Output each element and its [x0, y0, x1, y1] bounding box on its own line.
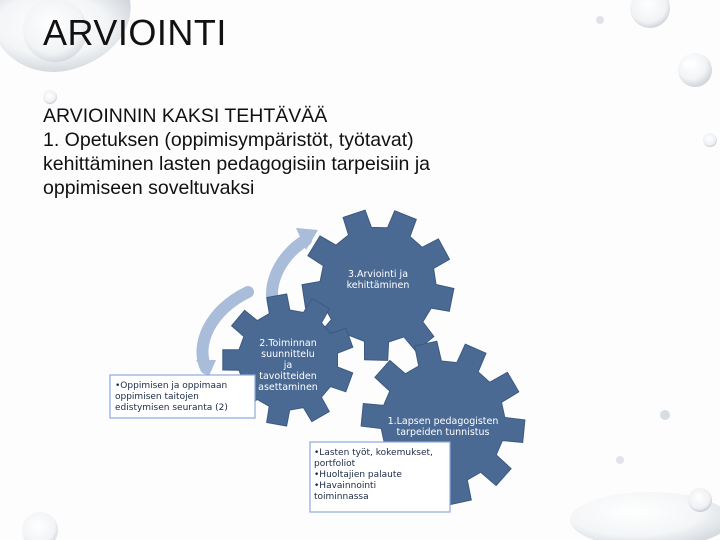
- gear-1-label: 1.Lapsen pedagogisten: [387, 416, 499, 427]
- gear-3-label: 3.Arviointi ja: [347, 269, 409, 280]
- box-bottom-text: toiminnassa: [314, 492, 369, 502]
- body-heading: ARVIOINNIN KAKSI TEHTÄVÄÄ: [43, 105, 328, 127]
- gear-3-label: kehittäminen: [346, 280, 410, 291]
- body-line-2: kehittäminen lasten pedagogisiin tarpeisiin ja: [43, 153, 430, 175]
- gear-1-label: tarpeiden tunnistus: [396, 427, 490, 438]
- box-bottom-text: •Huoltajien palaute: [314, 470, 402, 480]
- box-left-text: edistymisen seuranta (2): [115, 403, 228, 413]
- box-bottom-text: •Havainnointi: [314, 481, 377, 491]
- gear-2-label: asettaminen: [258, 382, 318, 393]
- gear-2-label: ja: [283, 360, 293, 371]
- gear-2-label: tavoitteiden: [259, 371, 317, 382]
- slide-title: ARVIOINTI: [43, 12, 227, 53]
- body-line-3: oppimiseen soveltuvaksi: [43, 177, 255, 199]
- box-left-text: oppimisen taitojen: [115, 392, 199, 402]
- gear-2-label: suunnittelu: [261, 349, 315, 360]
- body-line-1: 1. Opetuksen (oppimisympäristöt, työtavat): [43, 129, 414, 151]
- box-bottom-text: •Lasten työt, kokemukset,: [314, 448, 433, 458]
- box-bottom-text: portfoliot: [314, 459, 356, 469]
- box-left-text: •Oppimisen ja oppimaan: [115, 381, 228, 391]
- gear-2-label: 2.Toiminnan: [259, 338, 317, 349]
